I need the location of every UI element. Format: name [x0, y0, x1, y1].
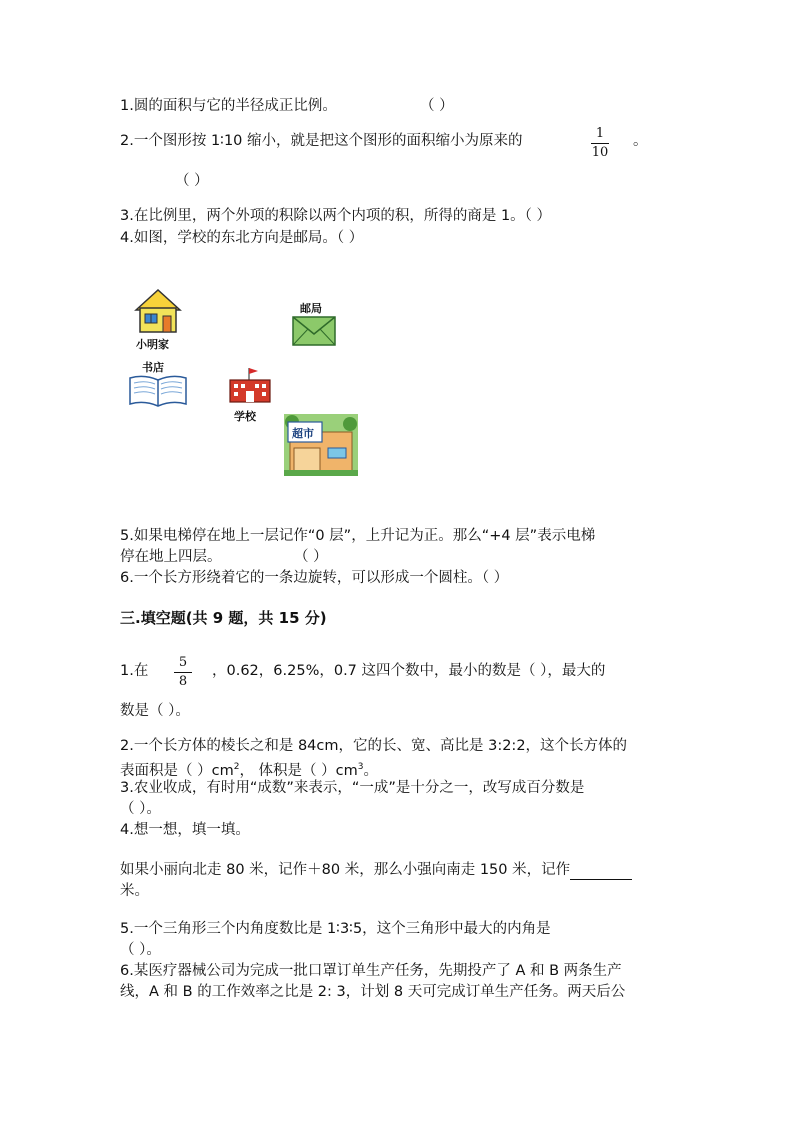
fill-q2-area-text: 表面积是（ ）cm	[120, 762, 234, 779]
judge-q2-end: 。	[633, 133, 648, 149]
market-label: 超市	[292, 427, 314, 440]
fill-q5-line2: （ ）。	[120, 942, 161, 958]
house-icon	[134, 288, 182, 336]
judge-q2-paren: （ ）	[175, 173, 209, 189]
fill-q2-volume-text: ， 体积是（ ）cm	[239, 762, 358, 779]
home-label: 小明家	[136, 338, 169, 351]
fraction-numerator: 1	[595, 126, 605, 141]
fill-q6-line1: 6.某医疗器械公司为完成一批口罩订单生产任务，先期投产了 A 和 B 两条生产	[120, 963, 622, 979]
judge-q4: 4.如图，学校的东北方向是邮局。（ ）	[120, 230, 364, 246]
judge-q3: 3.在比例里，两个外项的积除以两个内项的积，所得的商是 1。（ ）	[120, 208, 552, 224]
post-label: 邮局	[300, 302, 322, 315]
judge-q5-paren: （ ）	[294, 549, 328, 565]
judge-q1-text: 1.圆的面积与它的半径成正比例。	[120, 98, 337, 114]
map-figure	[120, 280, 380, 490]
fill-q2-sup2: 2	[233, 762, 240, 772]
answer-blank[interactable]	[570, 865, 632, 880]
supermarket-icon	[284, 414, 358, 476]
judge-q2-text: 2.一个图形按 1∶10 缩小，就是把这个图形的面积缩小为原来的	[120, 133, 523, 149]
school-icon	[228, 366, 272, 406]
fraction-denominator: 8	[178, 674, 188, 689]
fill-q1-line2: 数是（ ）。	[120, 703, 190, 719]
fill-q3-line2: （ ）。	[120, 801, 161, 817]
fill-q1-text: ，0.62，6.25%，0.7 这四个数中，最小的数是（ ），最大的	[212, 663, 606, 679]
fill-q4-body-text: 如果小丽向北走 80 米，记作＋80 米，那么小强向南走 150 米，记作	[120, 862, 571, 878]
fill-q4-tail: 米。	[120, 883, 149, 899]
fraction-numerator: 5	[178, 655, 188, 670]
fill-q1-fraction	[174, 656, 192, 689]
fraction-bar	[591, 143, 609, 144]
fill-q1-prefix: 1.在	[120, 663, 149, 679]
school-label: 学校	[234, 410, 256, 423]
book-icon	[128, 374, 188, 408]
book-label: 书店	[142, 361, 164, 374]
judge-q6: 6.一个长方形绕着它的一条边旋转，可以形成一个圆柱。（ ）	[120, 570, 509, 586]
judge-q5-line2: 停在地上四层。	[120, 549, 222, 565]
fraction-bar	[174, 672, 192, 673]
fill-q4-body	[120, 860, 632, 880]
fill-q5-line1: 5.一个三角形三个内角度数比是 1∶3∶5，这个三角形中最大的内角是	[120, 921, 551, 937]
section-title: 三.填空题(共 9 题，共 15 分)	[120, 609, 327, 627]
fill-q3-line1: 3.农业收成，有时用“成数”来表示，“一成”是十分之一，改写成百分数是	[120, 780, 585, 796]
judge-q1	[120, 96, 337, 116]
fill-q2-sup3: 3	[357, 762, 364, 772]
fill-q4: 4.想一想，填一填。	[120, 822, 250, 838]
fraction-denominator: 10	[591, 145, 609, 160]
judge-q5-line1: 5.如果电梯停在地上一层记作“0 层”，上升记为正。那么“+4 层”表示电梯	[120, 528, 596, 544]
envelope-icon	[292, 316, 336, 346]
fill-q6-line2: 线，A 和 B 的工作效率之比是 2: 3，计划 8 天可完成订单生产任务。两天后公	[120, 984, 626, 1000]
fill-q2-line1: 2.一个长方体的棱长之和是 84cm，它的长、宽、高比是 3:2:2，这个长方体的	[120, 738, 628, 754]
judge-q2-fraction	[591, 127, 609, 160]
judge-q1-paren: （ ）	[420, 98, 454, 114]
fill-q2-end: 。	[363, 762, 379, 779]
